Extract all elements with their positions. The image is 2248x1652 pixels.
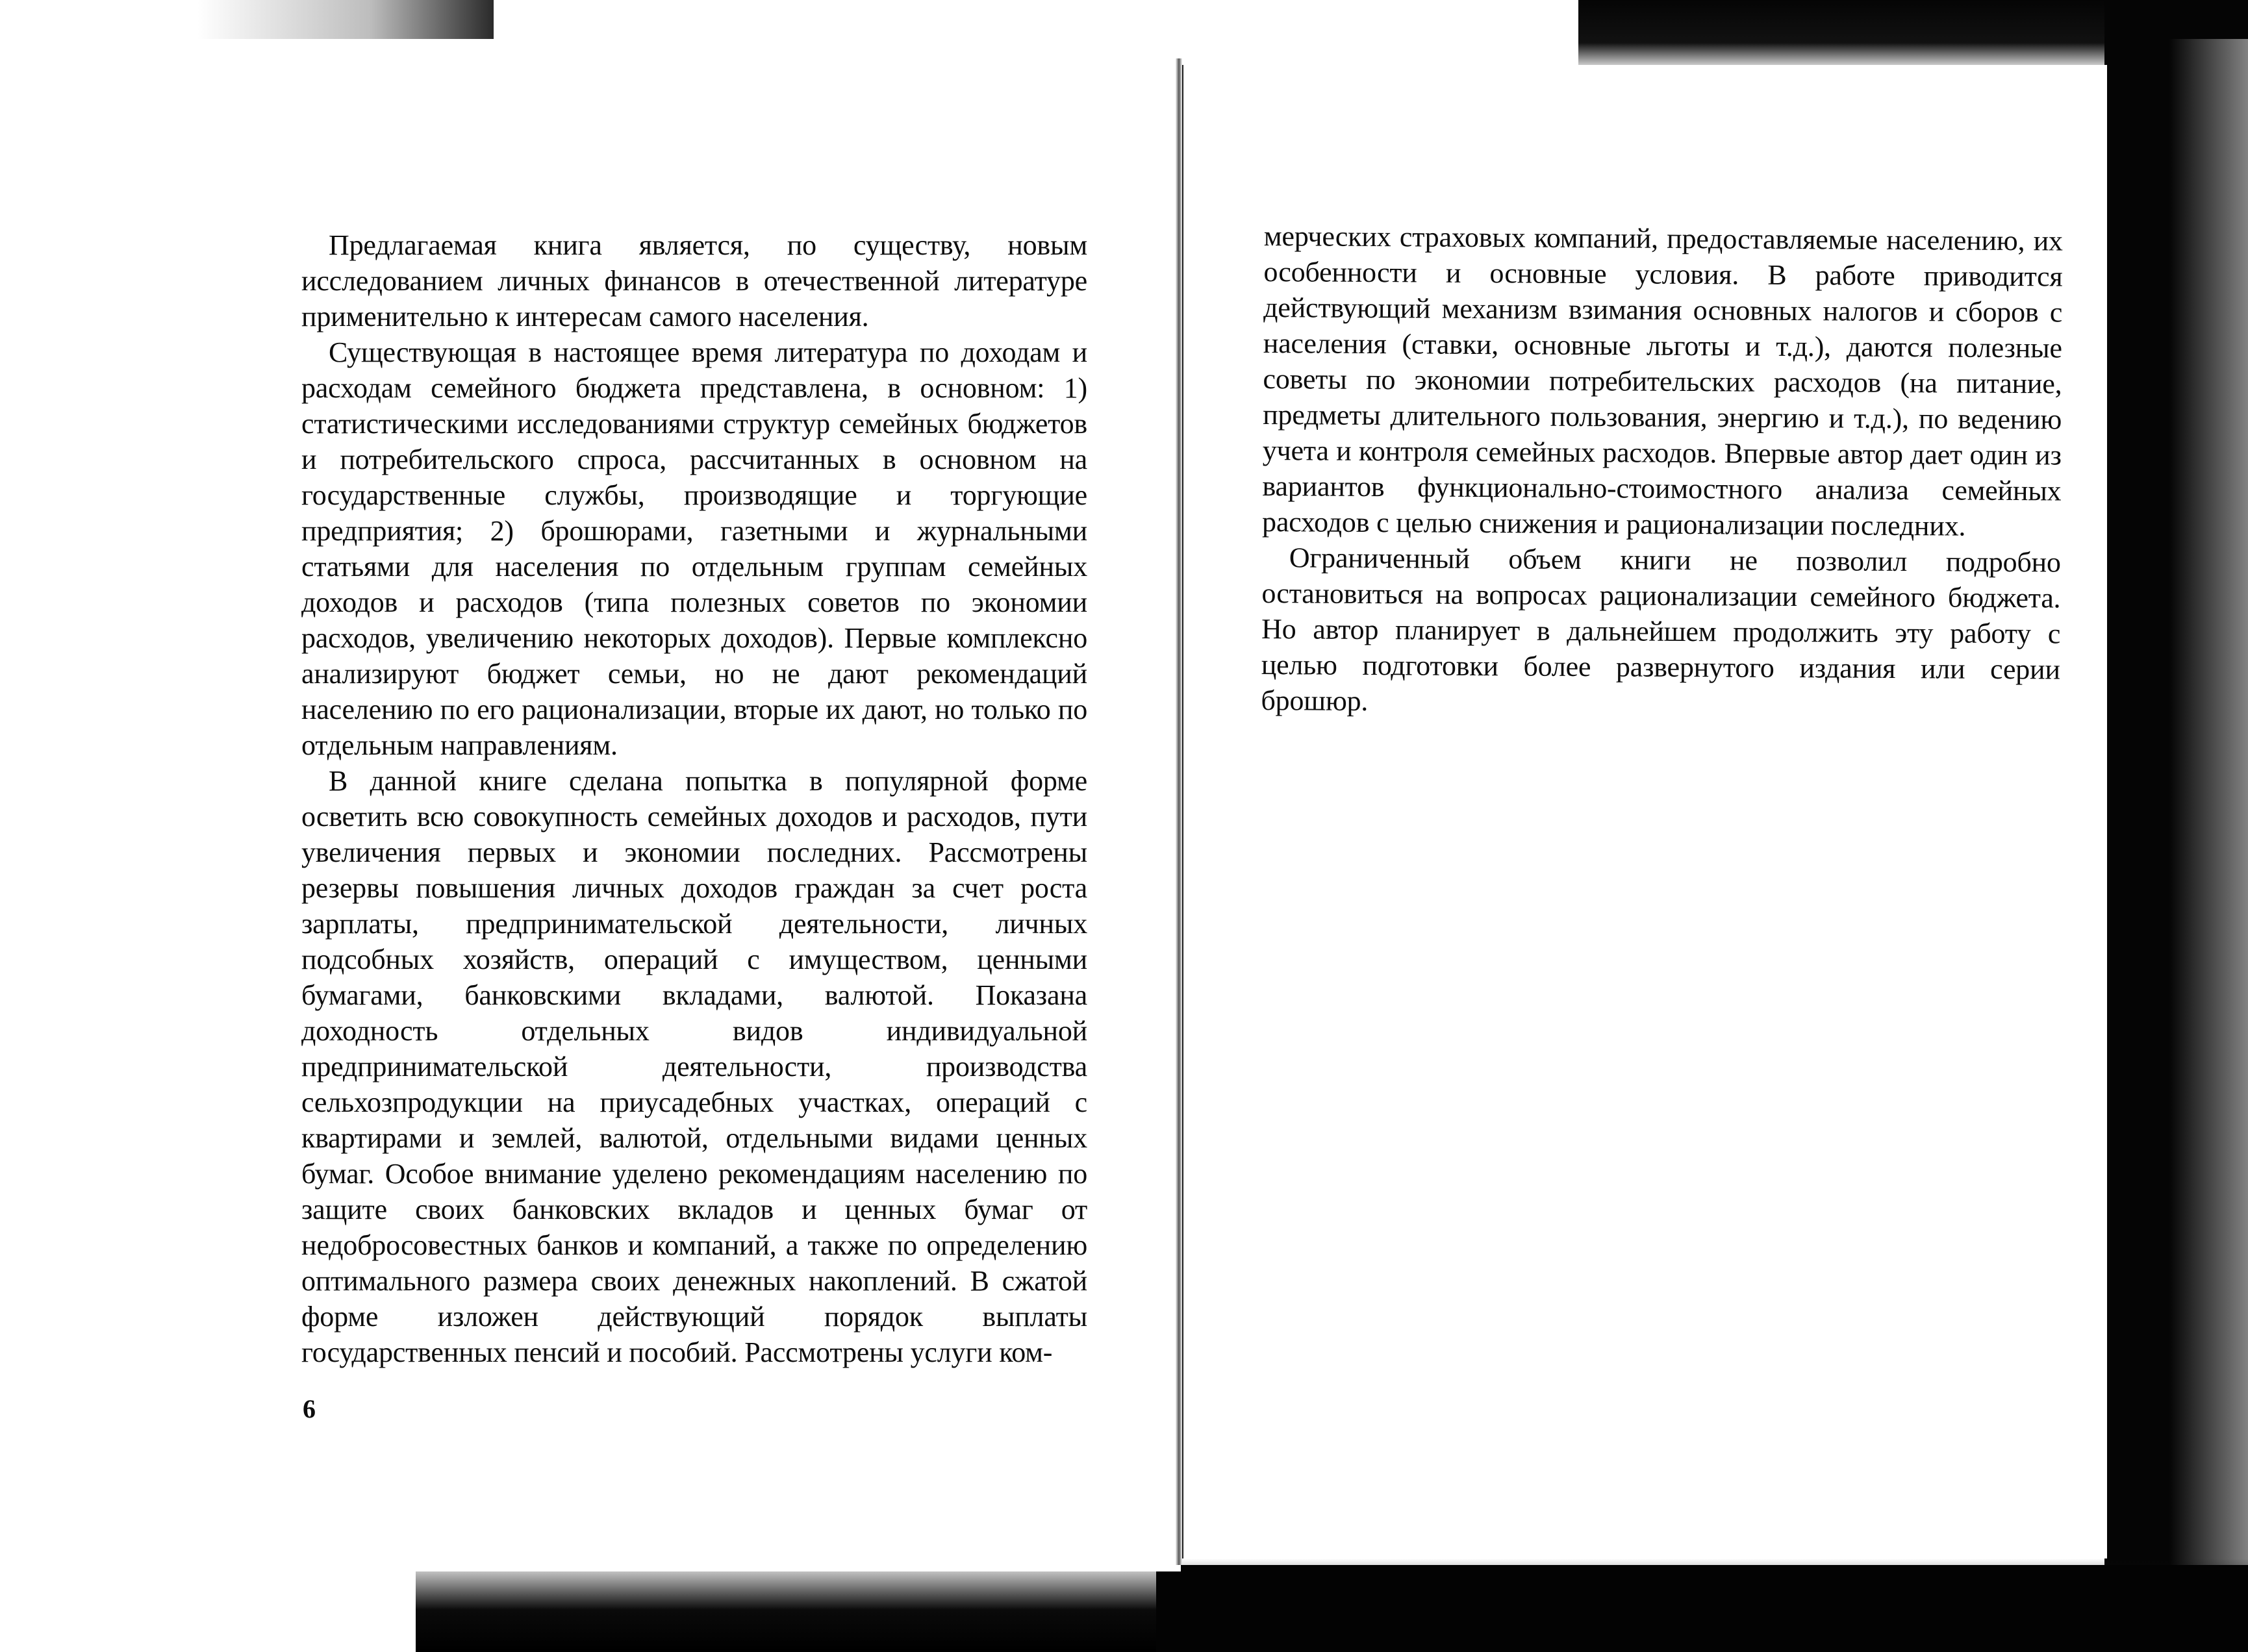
scan-shadow-bottom-right — [1156, 1565, 2248, 1652]
right-paragraph-1: Ограниченный объем книги не позволил подробно остановиться на вопросах рационализации семейного бюджета. Но автор планирует в дальнейшем продолжить эту работу с целью подготовки более развернутого издания или серии брошюр. — [1261, 542, 2061, 717]
left-paragraph-1: Предлагаемая книга является, по существу, новым исследованием личных финансов в отечественной литературе применительно к интересам самого населения. — [301, 229, 1087, 332]
left-paragraph-2: Существующая в настоящее время литература по доходам и расходам семейного бюджета представлена, в основном: 1) статистическими исследованиями структур семейных бюджетов и потребительского спроса, рассчитанных в основном на государственные службы, производящие и торгующие предприятия; 2) брошюрами, газетными и журнальными статьями для населения по отдельным группам семейных доходов и расходов (типа полезных советов по экономии расходов, увеличению некоторых доходов). Первые комплексно анализируют бюджет семьи, но не дают рекомендаций населению по его рационализации, вторые их дают, но только по отдельным направлениям. — [301, 336, 1087, 761]
left-paragraph-3: В данной книге сделана попытка в популярной форме осветить всю совокупность семейных доходов и расходов, пути увеличения первых и экономии последних. Рассмотрены резервы повышения личных доходов граждан за счет роста зарплаты, предпринимательской деятельности, личных подсобных хозяйств, операций с имуществом, ценными бумагами, банковскими вкладами, валютой. Показана доходность отдельных видов индивидуальной предпринимательской деятельности, производства сельхозпродукции на приусадебных участках, операций с квартирами и землей, валютой, отдельными видами ценных бумаг. Особое внимание уделено рекомендациям населению по защите своих банковских вкладов и ценных бумаг от недобросовестных банков и компаний, а также по определению оптимального размера своих денежных накоплений. В сжатой форме изложен действующий порядок выплаты государственных пенсий и пособий. Рассмотрены услуги ком- — [301, 765, 1087, 1368]
book-gutter — [1176, 58, 1182, 1565]
left-page-text — [301, 227, 1087, 1370]
page-number: 6 — [303, 1394, 316, 1423]
scan-shadow-right-fade — [2169, 39, 2248, 1623]
right-continuation-paragraph: мерческих страховых компаний, предоставляемые населению, их особенности и основные условия. В работе приводится действующий механизм взимания основных налогов и сборов с населения (ставки, основные льготы и т.д.), даются полезные советы по экономии потребительских расходов (на питание, предметы длительного пользования, энергию и т.д.), по ведению учета и контроля семейных расходов. Впервые автор дает один из вариантов функционально-стоимостного анализа семейных расходов с целью снижения и рационализации последних. — [1261, 219, 2063, 542]
right-page-text — [1261, 218, 2063, 723]
